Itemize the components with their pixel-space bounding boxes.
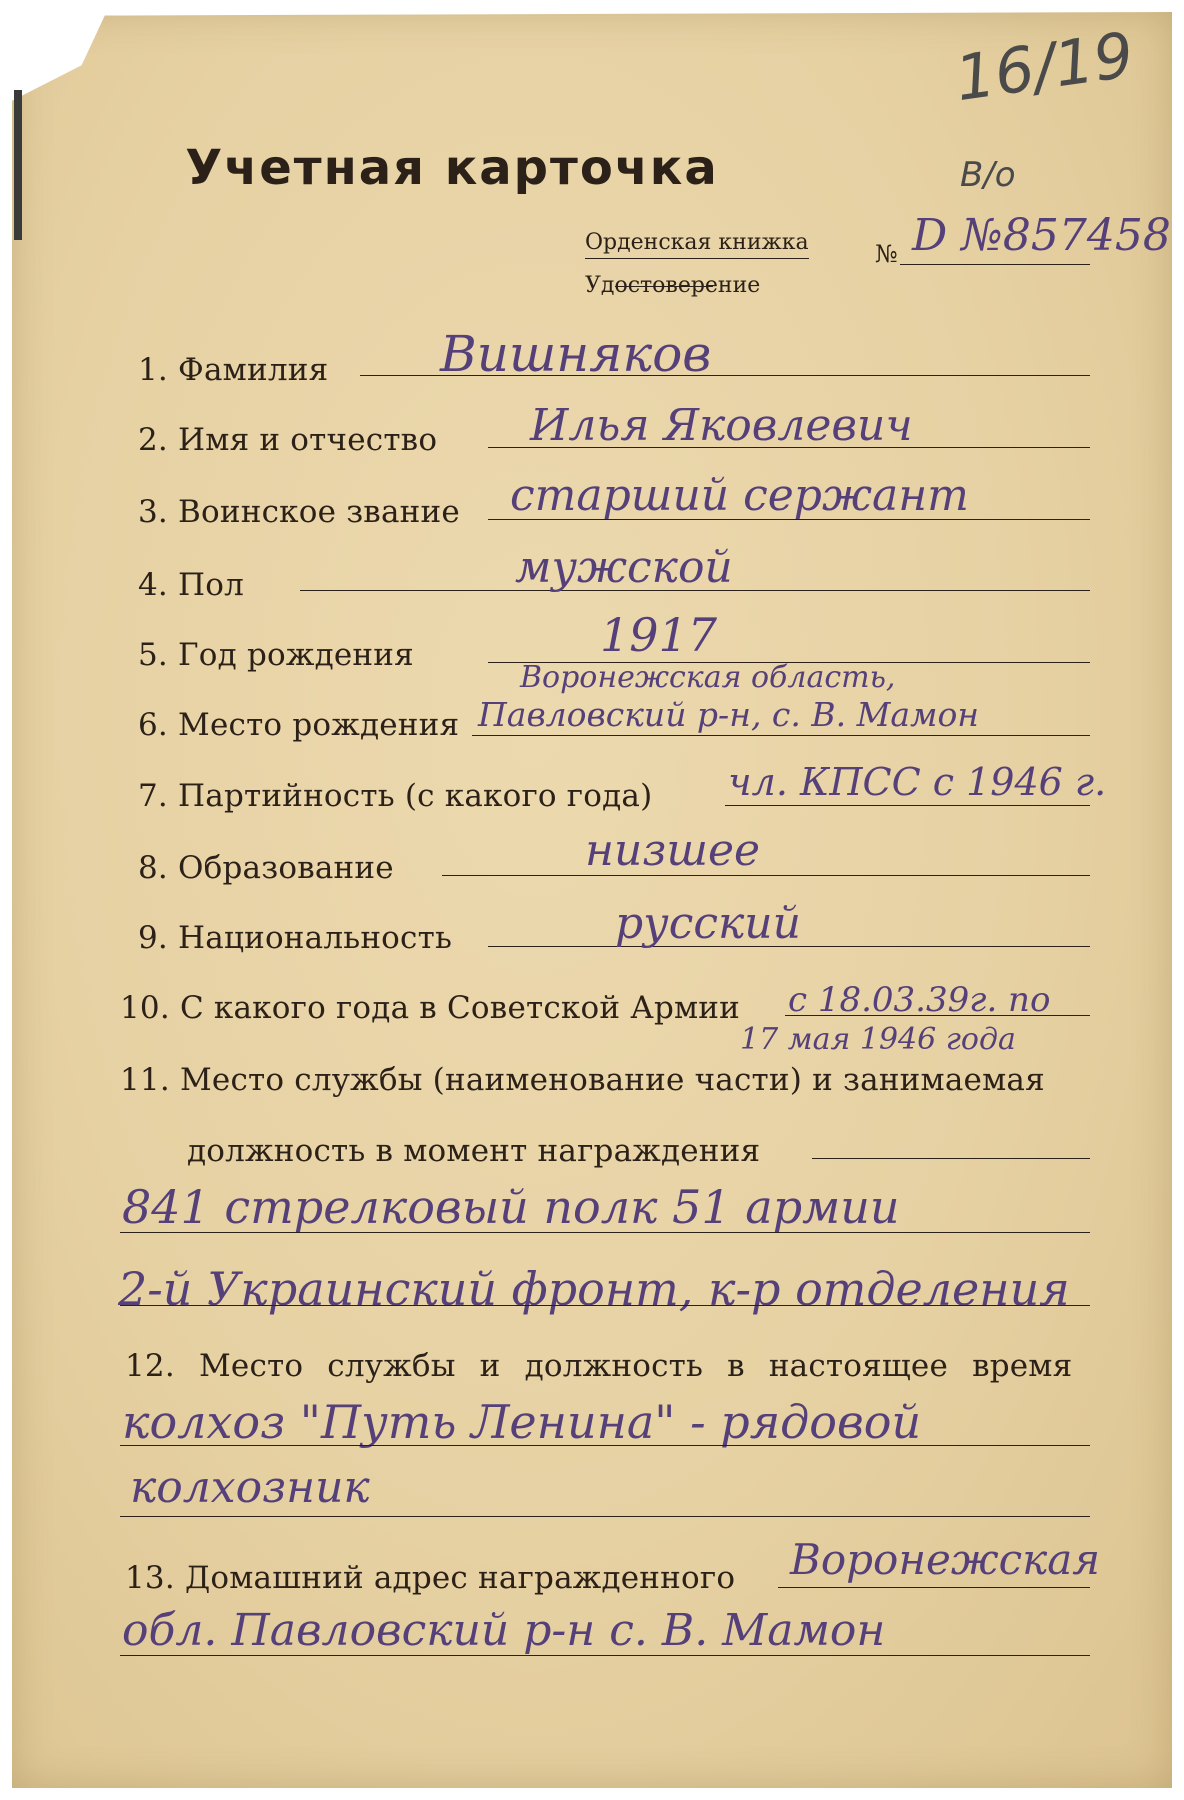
strikethrough <box>615 286 713 287</box>
field-5-label: 5. Год рождения <box>138 637 414 673</box>
order-book-number: D №857458 <box>912 210 1171 261</box>
field-1-label: 1. Фамилия <box>138 352 329 388</box>
field-11-line3 <box>120 1305 1090 1306</box>
field-6-value: Павловский р-н, с. В. Мамон <box>478 695 980 734</box>
field-11-line <box>812 1158 1090 1159</box>
field-10-label: 10. С какого года в Советской Армии <box>120 990 741 1026</box>
field-13-line2 <box>120 1655 1090 1656</box>
field-11-line2 <box>120 1232 1090 1233</box>
field-9-value: русский <box>615 898 801 949</box>
field-2-label: 2. Имя и отчество <box>138 422 438 458</box>
number-sign: № <box>875 240 898 268</box>
certificate-label: Удостоверение <box>585 273 761 298</box>
field-4-value: мужской <box>515 542 733 593</box>
field-13-value-line2: обл. Павловский р-н с. В. Мамон <box>122 1605 886 1656</box>
field-4-label: 4. Пол <box>138 567 245 603</box>
field-13-line <box>778 1587 1090 1588</box>
field-6-value-line1: Воронежская область, <box>520 660 896 695</box>
field-8-line <box>442 875 1090 876</box>
document-type <box>585 230 809 298</box>
pencil-archive-number: 16/19 <box>950 17 1138 116</box>
field-9-label: 9. Национальность <box>138 920 453 956</box>
field-7-value: чл. КПСС с 1946 г. <box>728 760 1107 804</box>
field-3-value: старший сержант <box>510 470 969 521</box>
field-13-value-line1: Воронежская <box>790 1535 1101 1584</box>
pencil-note: В/о <box>960 155 1016 195</box>
field-10-value-line2: 17 мая 1946 года <box>740 1022 1016 1057</box>
field-11-label-line2: должность в момент награждения <box>187 1133 761 1169</box>
field-6-line <box>472 735 1090 736</box>
field-8-value: низшее <box>585 825 761 876</box>
field-3-label: 3. Воинское звание <box>138 494 460 530</box>
field-12-line3 <box>120 1516 1090 1517</box>
order-book-label: Орденская книжка <box>585 230 809 259</box>
field-1-value: Вишняков <box>440 325 712 383</box>
card-title: Учетная карточка <box>185 140 719 196</box>
field-12-value-line1: колхоз "Путь Ленина" - рядовой <box>122 1395 922 1449</box>
field-13-label: 13. Домашний адрес награжденного <box>125 1560 736 1596</box>
field-5-value: 1917 <box>600 608 718 662</box>
number-underline <box>900 264 1090 265</box>
field-12-line2 <box>120 1445 1090 1446</box>
field-11-value-line2: 2-й Украинский фронт, к-р отделения <box>118 1262 1070 1316</box>
field-6-label: 6. Место рождения <box>138 707 460 743</box>
field-7-label: 7. Партийность (с какого года) <box>138 778 653 814</box>
field-12-value-line2: колхозник <box>130 1462 370 1513</box>
field-10-value: с 18.03.39г. по <box>788 980 1051 1020</box>
field-7-line <box>725 805 1090 806</box>
field-8-label: 8. Образование <box>138 850 394 886</box>
field-11-value-line1: 841 стрелковый полк 51 армии <box>122 1180 900 1234</box>
field-12-label: 12. Место службы и должность в настоящее время <box>125 1348 1073 1384</box>
field-11-label: 11. Место службы (наименование части) и занимаемая <box>120 1062 1045 1098</box>
field-2-value: Илья Яковлевич <box>530 400 913 451</box>
